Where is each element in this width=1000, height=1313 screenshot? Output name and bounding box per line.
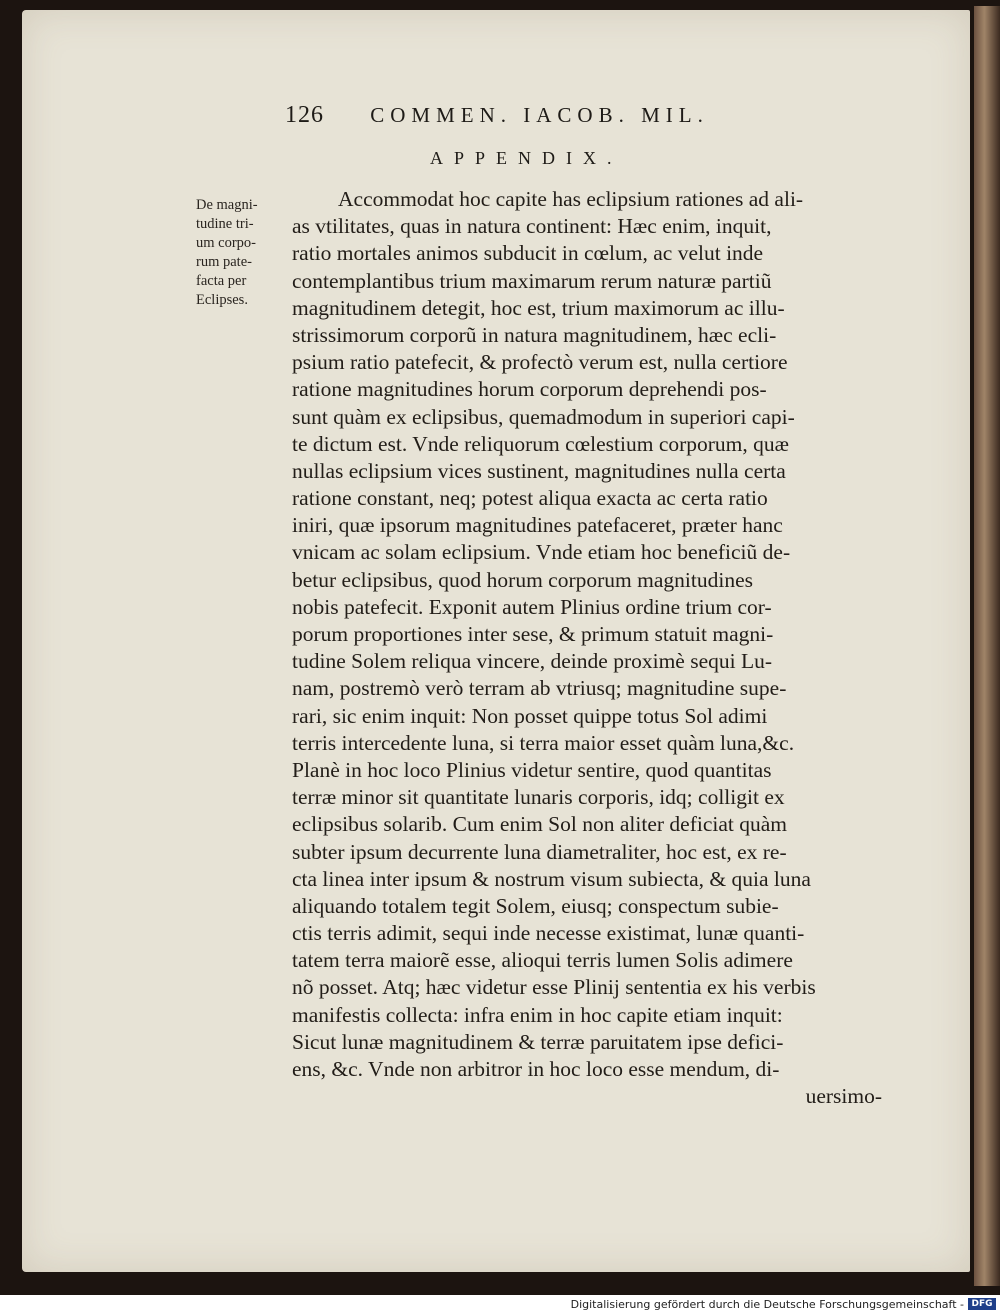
text-line: nullas eclipsium vices sustinent, magnitudines nulla certa [292, 458, 786, 483]
text-line: terræ minor sit quantitate lunaris corporis, idq; colligit ex [292, 785, 785, 810]
text-line: ens, &c. Vnde non arbitror in hoc loco esse mendum, di- [292, 1057, 780, 1081]
text-line: sunt quàm ex eclipsibus, quemadmodum in superiori capi- [292, 404, 795, 429]
text-line: eclipsibus solarib. Cum enim Sol non aliter deficiat quàm [292, 812, 788, 837]
text-line: tatem terra maiorẽ esse, alioqui terris lumen Solis adimere [292, 948, 793, 973]
text-line: terris intercedente luna, si terra maior esset quàm luna,&c. [292, 730, 795, 755]
text-line: aliquando totalem tegit Solem, eiusq; conspectum subie- [292, 893, 779, 918]
page-edge [974, 6, 1000, 1286]
text-line: contemplantibus trium maximarum rerum naturæ partiũ [292, 268, 772, 293]
margin-note [196, 196, 296, 310]
text-line: strissimorum corporũ in natura magnitudinem, hæc ecli- [292, 322, 777, 347]
dfg-logo: DFG [968, 1298, 996, 1310]
text-line: betur eclipsibus, quod horum corporum magnitudines [292, 567, 753, 592]
text-line: magnitudinem detegit, hoc est, trium maximorum ac illu- [292, 295, 785, 320]
text-line: nobis patefecit. Exponit autem Plinius ordine trium cor- [292, 594, 772, 619]
text-line: nõ posset. Atq; hæc videtur esse Plinij sententia ex his verbis [292, 975, 816, 1000]
text-line: porum proportiones inter sese, & primum statuit magni- [292, 622, 774, 646]
margin-note-line: rum pate- [196, 254, 252, 270]
footer-strip [0, 1295, 1000, 1313]
running-head [285, 102, 805, 129]
text-line: subter ipsum decurrente luna diametraliter, hoc est, ex re- [292, 839, 787, 864]
text-line: ratio mortales animos subducit in cœlum, ac velut inde [292, 241, 764, 266]
text-line: psium ratio patefecit, & profectò verum est, nulla certiore [292, 350, 788, 375]
text-line: Accommodat hoc capite has eclipsium rationes ad ali- [338, 187, 804, 211]
running-title: COMMEN. IACOB. MIL. [370, 103, 709, 127]
text-line: as vtilitates, quas in natura continent: Hæc enim, inquit, [292, 214, 772, 239]
margin-note-line: tudine tri- [196, 216, 254, 232]
text-line: tudine Solem reliqua vincere, deinde proximè sequi Lu- [292, 649, 773, 674]
footer-credit: Digitalisierung gefördert durch die Deutsche Forschungsgemeinschaft - [570, 1298, 964, 1311]
margin-note-line: Eclipses. [196, 292, 248, 308]
text-line: cta linea inter ipsum & nostrum visum subiecta, & quia luna [292, 866, 811, 891]
text-line: Planè in hoc loco Plinius videtur sentire, quod quantitas [292, 757, 772, 782]
body-text [292, 186, 892, 1110]
text-line: iniri, quæ ipsorum magnitudines patefaceret, præter hanc [292, 513, 783, 538]
text-line: nam, postremò verò terram ab vtriusq; magnitudine supe- [292, 676, 787, 701]
text-line: ratione constant, neq; potest aliqua exacta ac certa ratio [292, 486, 768, 511]
margin-note-line: um corpo- [196, 235, 256, 251]
text-line: manifestis collecta: infra enim in hoc capite etiam inquit: [292, 1002, 783, 1027]
margin-note-line: De magni- [196, 197, 258, 213]
text-line: Sicut lunæ magnitudinem & terræ paruitatem ipse defici- [292, 1029, 784, 1054]
text-line: ctis terris adimit, sequi inde necesse existimat, lunæ quanti- [292, 921, 805, 946]
catchword: uersimo- [805, 1084, 882, 1109]
page-number: 126 [285, 102, 324, 128]
margin-note-line: facta per [196, 273, 247, 289]
text-line: ratione magnitudines horum corporum deprehendi pos- [292, 377, 767, 402]
text-line: te dictum est. Vnde reliquorum cœlestium corporum, quæ [292, 431, 789, 456]
text-line: rari, sic enim inquit: Non posset quippe totus Sol adimi [292, 703, 768, 728]
text-line: vnicam ac solam eclipsium. Vnde etiam hoc beneficiũ de- [292, 540, 791, 565]
section-heading: APPENDIX. [430, 148, 623, 168]
